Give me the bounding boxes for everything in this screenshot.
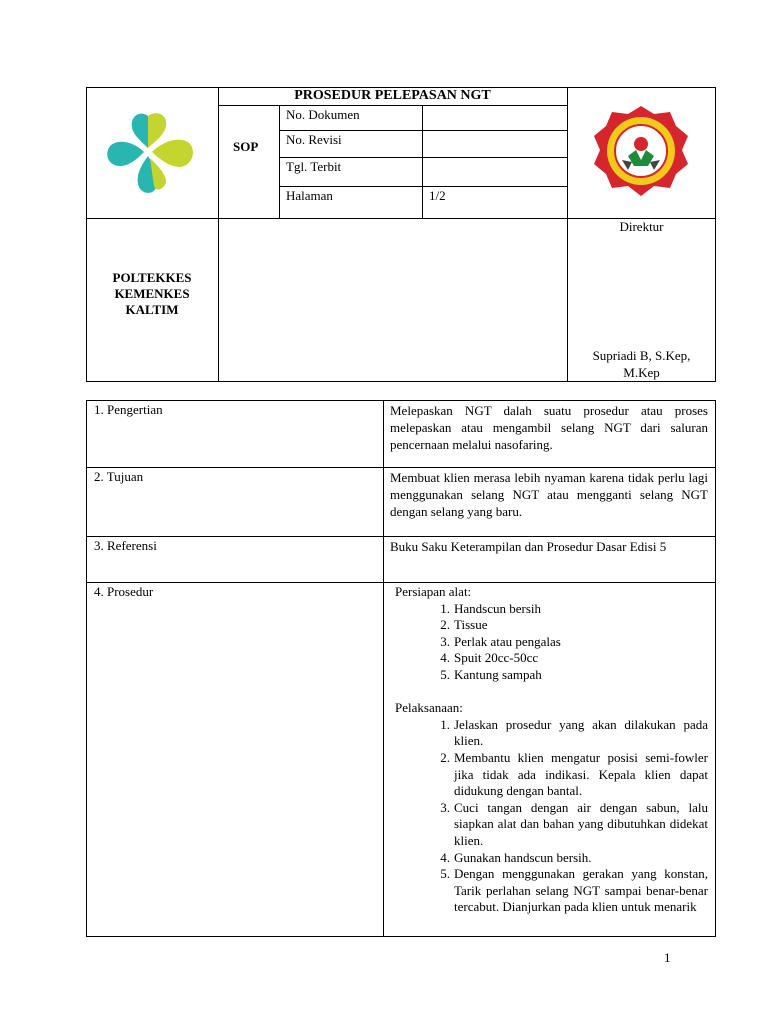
- content-divider: [86, 536, 716, 537]
- list-item: 5. Kantung sampah: [440, 666, 542, 682]
- list-item: 2. Tissue: [440, 617, 488, 633]
- prosedur-content: [395, 584, 708, 934]
- persiapan-list: [432, 601, 708, 684]
- header-divider: [279, 186, 567, 187]
- director-name-line-1: Supriadi B, S.Kep,: [592, 348, 691, 363]
- institution-name-line-3: KALTIM: [125, 302, 179, 317]
- list-item: 1. Handscun bersih: [440, 600, 542, 616]
- section-label-referensi: 3. Referensi: [94, 538, 157, 553]
- section-text-referensi: Buku Saku Keterampilan dan Prosedur Dasar Edisi 5: [390, 539, 667, 554]
- field-label-no-dokumen: No. Dokumen: [286, 107, 360, 122]
- sop-label: SOP: [233, 139, 259, 154]
- document-title: PROSEDUR PELEPASAN NGT: [294, 88, 491, 103]
- field-label-no-revisi: No. Revisi: [286, 132, 342, 147]
- list-item: 3. Cuci tangan dengan air dengan sabun, lalu siapkan alat dan bahan yang dibutuhkan didekat klien.: [440, 799, 708, 848]
- list-item: 4. Spuit 20cc-50cc: [440, 650, 539, 666]
- section-label-prosedur: 4. Prosedur: [94, 584, 154, 599]
- field-value-halaman: 1/2: [429, 188, 446, 203]
- page-number: 1: [664, 950, 671, 965]
- list-item: 3. Perlak atau pengalas: [440, 633, 561, 649]
- section-text-pengertian: Melepaskan NGT dalah suatu prosedur atau proses melepaskan atau mengambil selang NGT dari saluran pencernaan melalui nasofaring.: [390, 403, 708, 452]
- header-divider: [279, 105, 280, 218]
- institution-name-line-2: KEMENKES: [114, 286, 190, 301]
- header-divider: [279, 157, 567, 158]
- header-divider: [218, 105, 567, 106]
- list-item: 1. Jelaskan prosedur yang akan dilakukan pada klien.: [440, 716, 708, 749]
- section-label-tujuan: 2. Tujuan: [94, 469, 144, 484]
- institution-crest-logo: [592, 104, 690, 198]
- content-divider: [383, 400, 384, 937]
- director-title: Direktur: [619, 219, 664, 234]
- section-label-pengertian: 1. Pengertian: [94, 402, 163, 417]
- director-name-line-2: M.Kep: [623, 365, 660, 380]
- persiapan-title: Persiapan alat:: [395, 584, 472, 599]
- list-item: 4. Gunakan handscun bersih.: [440, 849, 592, 865]
- field-label-halaman: Halaman: [286, 188, 333, 203]
- institution-name-line-1: POLTEKKES: [112, 270, 192, 285]
- kemenkes-logo: [104, 108, 196, 198]
- header-divider: [218, 87, 219, 382]
- header-divider: [279, 130, 567, 131]
- section-text-tujuan: Membuat klien merasa lebih nyaman karena tidak perlu lagi menggunakan selang NGT atau mengganti selang NGT dengan selang yang baru.: [390, 470, 708, 519]
- list-item: 5. Dengan menggunakan gerakan yang konstan, Tarik perlahan selang NGT sampai benar-benar tercabut. Dianjurkan pada klien untuk menarik: [440, 866, 708, 915]
- pelaksanaan-title: Pelaksanaan:: [395, 700, 463, 716]
- header-divider: [422, 105, 423, 218]
- field-label-tgl-terbit: Tgl. Terbit: [286, 159, 342, 174]
- content-divider: [86, 582, 716, 583]
- list-item: 2. Membantu klien mengatur posisi semi-fowler jika tidak ada indikasi. Kepala klien dapat didukung dengan bantal.: [440, 749, 708, 799]
- content-divider: [86, 467, 716, 468]
- pelaksanaan-list: [432, 717, 708, 916]
